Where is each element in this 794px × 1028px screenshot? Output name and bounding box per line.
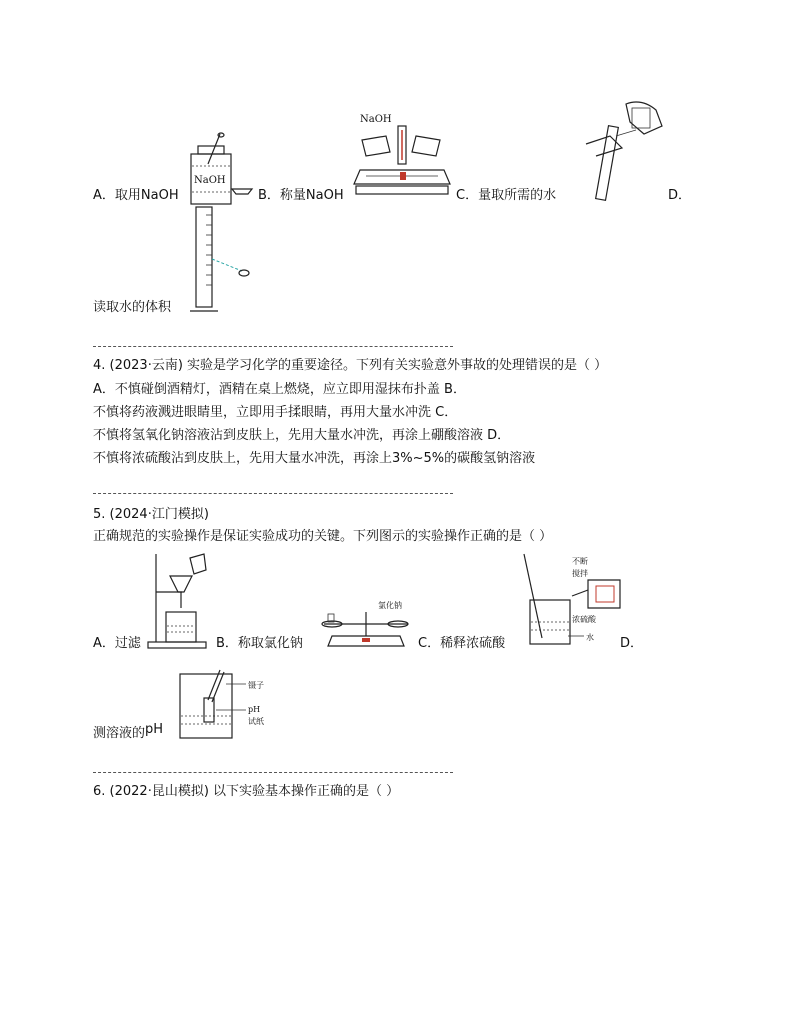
option-d-q5-continuation [93,722,164,742]
option-d-q3-continuation: 读取水的体积 [93,300,172,315]
option-c-q5: C．稀释浓硫酸 [418,636,506,651]
separator-1 [93,346,453,347]
dilute-acid-figure [516,550,626,650]
option-a-q5: A．过滤 [93,636,141,651]
svg-text:浓硫酸: 浓硫酸 [572,615,596,624]
svg-text:水: 水 [586,633,594,642]
q4-line-2: 不慎将药液溅进眼睛里，立即用手揉眼睛，再用大量水冲洗 C． [93,405,458,420]
reagent-bottle-figure [186,132,256,206]
option-d-q3: D． [668,188,692,203]
measure-water-figure [566,96,666,204]
svg-text:镊子: 镊子 [248,681,264,690]
svg-text:pH: pH [248,705,261,714]
svg-text:试纸: 试纸 [248,717,264,726]
q6-stem: 6. (2022·昆山模拟) 以下实验基本操作正确的是（ ） [93,784,400,799]
option-b-q3: B．称量NaOH [258,188,344,203]
svg-text:氯化钠: 氯化钠 [378,601,402,610]
option-d-q5-ph: pH [145,722,164,737]
separator-2 [93,493,453,494]
q5-stem: 正确规范的实验操作是保证实验成功的关键。下列图示的实验操作正确的是（ ） [93,529,553,544]
q4-stem: 4. (2023·云南) 实验是学习化学的重要途径。下列有关实验意外事故的处理错误的是（ ） [93,358,608,373]
filtration-figure [148,552,210,650]
ph-test-figure [176,666,280,744]
option-d-q5: D． [620,636,644,651]
balance-naoh-figure [352,110,456,206]
q4-line-3: 不慎将氢氧化钠溶液沾到皮肤上，先用大量水冲洗，再涂上硼酸溶液 D． [93,428,511,443]
separator-3 [93,772,453,773]
svg-text:不断: 不断 [572,557,588,566]
svg-text:NaOH: NaOH [360,114,392,125]
q4-line-4: 不慎将浓硫酸沾到皮肤上，先用大量水冲洗，再涂上3%~5%的碳酸氢钠溶液 [93,451,536,466]
q4-line-1: A．不慎碰倒酒精灯，酒精在桌上燃烧，应立即用湿抹布扑盖 B． [93,382,466,397]
option-c-q3: C．量取所需的水 [456,188,557,203]
option-b-q5: B．称取氯化钠 [216,636,303,651]
svg-text:搅拌: 搅拌 [572,569,588,578]
option-d-q5-text: 测溶液的 [93,726,146,741]
option-a-q3: A．取用NaOH [93,188,179,203]
cylinder-reading-figure [186,205,258,315]
balance-nacl-figure [318,600,414,650]
bottle-label-naoh [190,172,232,186]
q5-source: 5. (2024·江门模拟) [93,507,209,522]
svg-text:NaOH: NaOH [194,175,226,186]
